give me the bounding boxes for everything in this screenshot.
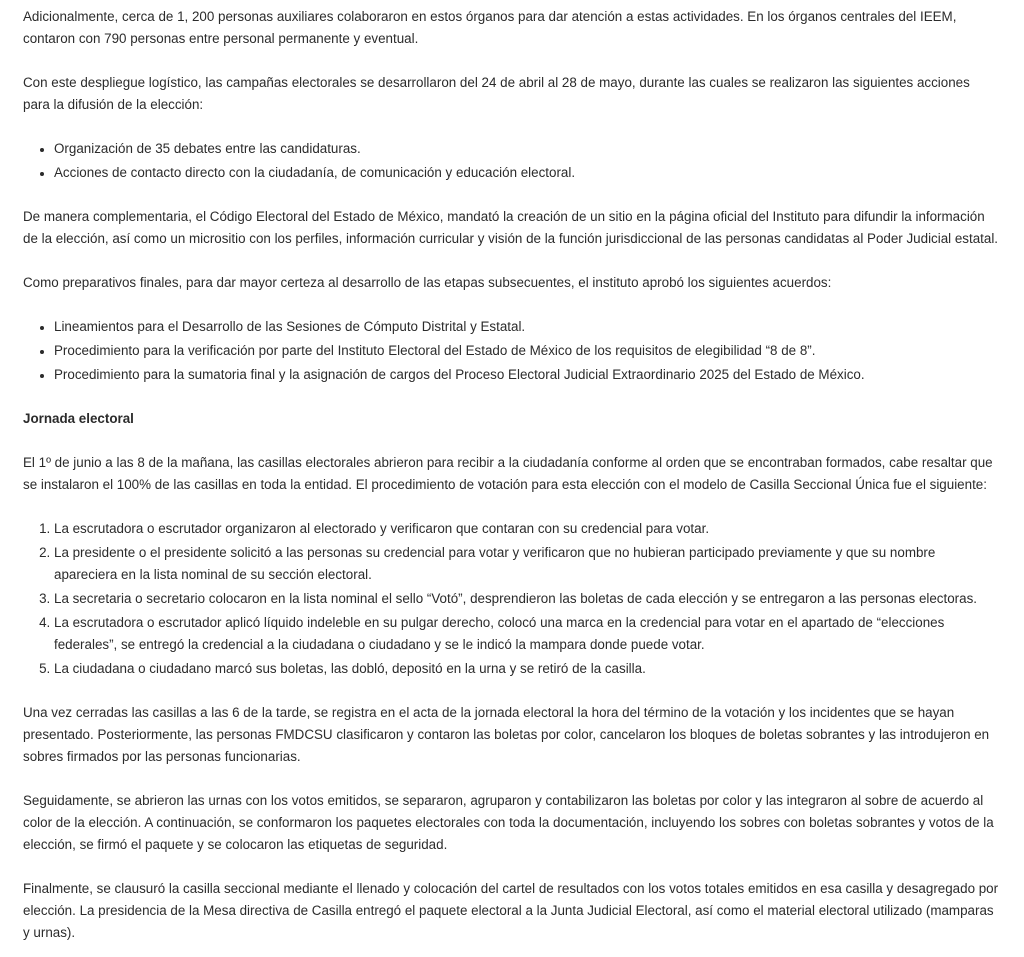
paragraph: Finalmente, se clausuró la casilla seccional mediante el llenado y colocación del cartel de resultados con los votos totales emitidos en esa casilla y desagregado por elección. La presidencia de la Mesa directiva de Casilla entregó el paquete electoral a la Junta Judicial Electoral, así como el material electoral utilizado (mamparas y urnas). xyxy=(23,881,999,940)
numbered-list-steps xyxy=(23,518,1000,680)
paragraph: El 1º de junio a las 8 de la mañana, las casillas electorales abrieron para recibir a la ciudadanía conforme al orden que se encontraban formados, cabe resaltar que se instalaron el 100% de las casillas en toda la entidad. El procedimiento de votación para esta elección con el modelo de Casilla Seccional Única fue el siguiente: xyxy=(23,455,993,492)
list-item: • Procedimiento para la verificación por parte del Instituto Electoral del Estado de México de los requisitos de elegibilidad “8 de 8”. xyxy=(54,340,1000,362)
bullet-list-agreements xyxy=(23,316,1000,386)
list-item: 1. La escrutadora o escrutador organizaron al electorado y verificaron que contaran con su credencial para votar. xyxy=(54,518,1000,540)
list-item: 5. La ciudadana o ciudadano marcó sus boletas, las dobló, depositó en la urna y se retiró de la casilla. xyxy=(54,658,1000,680)
paragraph: Adicionalmente, cerca de 1, 200 personas auxiliares colaboraron en estos órganos para dar atención a estas actividades. En los órganos centrales del IEEM, contaron con 790 personas entre personal permanente y eventual. xyxy=(23,9,957,46)
list-item: • Acciones de contacto directo con la ciudadanía, de comunicación y educación electoral. xyxy=(54,162,1000,184)
list-item: 2. La presidente o el presidente solicitó a las personas su credencial para votar y verificaron que no hubieran participado previamente y que su nombre apareciera en la lista nominal de su sección electoral. xyxy=(54,542,1000,586)
list-item: • Procedimiento para la sumatoria final y la asignación de cargos del Proceso Electoral Judicial Extraordinario 2025 del Estado de México. xyxy=(54,364,1000,386)
list-item: • Organización de 35 debates entre las candidaturas. xyxy=(54,138,1000,160)
list-item: 3. La secretaria o secretario colocaron en la lista nominal el sello “Votó”, desprendieron las boletas de cada elección y se entregaron a las personas electoras. xyxy=(54,588,1000,610)
paragraph: Seguidamente, se abrieron las urnas con los votos emitidos, se separaron, agruparon y contabilizaron las boletas por color y las integraron al sobre de acuerdo al color de la elección. A continuación, se conformaron los paquetes electorales con toda la documentación, incluyendo los sobres con boletas sobrantes y votos de la elección, se firmó el paquete y se colocaron las etiquetas de seguridad. xyxy=(23,793,994,852)
list-item: 4. La escrutadora o escrutador aplicó líquido indeleble en su pulgar derecho, colocó una marca en la credencial para votar en el apartado de “elecciones federales”, se entregó la credencial a la ciudadana o ciudadano y se le indicó la mampara donde puede votar. xyxy=(54,612,1000,656)
section-heading: Jornada electoral xyxy=(23,411,134,426)
paragraph: Con este despliegue logístico, las campañas electorales se desarrollaron del 24 de abril al 28 de mayo, durante las cuales se realizaron las siguientes acciones para la difusión de la elección: xyxy=(23,75,970,112)
list-item: • Lineamientos para el Desarrollo de las Sesiones de Cómputo Distrital y Estatal. xyxy=(54,316,1000,338)
paragraph: Una vez cerradas las casillas a las 6 de la tarde, se registra en el acta de la jornada electoral la hora del término de la votación y los incidentes que se hayan presentado. Posteriormente, las personas FMDCSU clasificaron y contaron las boletas por color, cancelaron los bloques de boletas sobrantes y las introdujeron en sobres firmados por las personas funcionarias. xyxy=(23,705,990,764)
bullet-list-actions xyxy=(23,138,1000,184)
paragraph: De manera complementaria, el Código Electoral del Estado de México, mandató la creación de un sitio en la página oficial del Instituto para difundir la información de la elección, así como un micrositio con los perfiles, información curricular y visión de la función jurisdiccional de las personas candidatas al Poder Judicial estatal. xyxy=(23,209,999,246)
paragraph: Como preparativos finales, para dar mayor certeza al desarrollo de las etapas subsecuentes, el instituto aprobó los siguientes acuerdos: xyxy=(23,275,832,290)
